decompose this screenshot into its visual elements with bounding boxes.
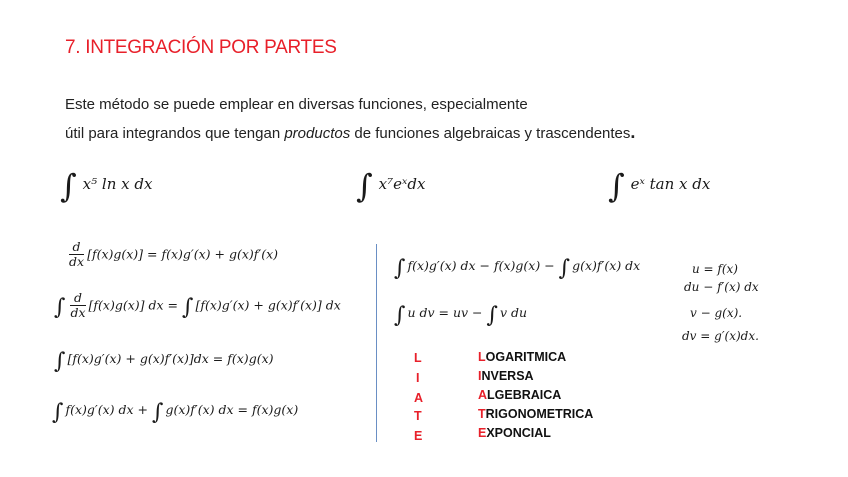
example-integral-3 <box>608 167 711 205</box>
derivation-eq-4-a: f(x)g′(x) dx + <box>65 402 149 417</box>
frac-denominator: dx <box>69 254 85 270</box>
intro-line-2 <box>65 122 635 143</box>
liate-letter-i: I <box>416 371 420 385</box>
example-integrand-2: x⁷eˣdx <box>378 175 426 193</box>
result-eq-1-a: f(x)g′(x) dx − f(x)g(x) − <box>407 258 555 273</box>
derivation-eq-2-mid: [f(x)g(x)] dx = <box>88 297 178 313</box>
derivation-eq-2 <box>54 291 341 321</box>
liate-word-rest: LGEBRAICA <box>487 388 562 402</box>
integral-sign: ∫ <box>152 400 164 425</box>
result-eq-2 <box>394 305 527 327</box>
substitution-v: v − g(x). <box>690 306 743 320</box>
liate-word-trigonometrica <box>478 407 593 421</box>
substitution-u: u = f(x) <box>692 262 738 276</box>
liate-word-initial: E <box>478 426 487 440</box>
liate-word-logaritmica <box>478 350 566 364</box>
intro-line-1: Este método se puede emplear en diversas funciones, especialmente <box>65 96 528 113</box>
integral-sign: ∫ <box>181 295 194 321</box>
result-eq-2-a: u dv = uv − <box>407 305 483 320</box>
derivation-eq-3-body: [f(x)g′(x) + g(x)f′(x)]dx = f(x)g(x) <box>67 351 274 366</box>
intro-line-2-pre: útil para integrandos que tengan <box>65 125 285 142</box>
integral-sign: ∫ <box>54 349 66 374</box>
liate-word-inversa <box>478 369 534 383</box>
example-integral-2 <box>356 167 426 205</box>
intro-period: . <box>630 122 636 142</box>
integral-sign: ∫ <box>54 295 66 321</box>
liate-word-rest: XPONCIAL <box>486 426 551 440</box>
example-integrand-1: x⁵ ln x dx <box>82 175 153 193</box>
result-eq-1-b: g(x)f′(x) dx <box>572 258 641 273</box>
derivative-fraction <box>69 240 84 270</box>
liate-letter-t: T <box>414 409 422 423</box>
frac-denominator: dx <box>70 305 86 321</box>
liate-word-initial: I <box>478 369 482 383</box>
integral-sign: ∫ <box>394 303 406 328</box>
liate-letter-e: E <box>414 429 423 443</box>
integral-sign: ∫ <box>356 167 373 205</box>
substitution-dv: dv = g′(x)dx. <box>682 329 759 343</box>
integral-sign: ∫ <box>394 256 406 281</box>
liate-word-rest: NVERSA <box>481 369 534 383</box>
derivation-eq-1 <box>66 240 278 270</box>
derivation-eq-2-rhs: [f(x)g′(x) + g(x)f′(x)] dx <box>195 297 341 313</box>
liate-word-initial: L <box>478 350 486 364</box>
derivative-fraction <box>70 291 85 321</box>
derivation-eq-3 <box>54 351 274 373</box>
example-integral-1 <box>60 167 153 205</box>
integral-sign: ∫ <box>558 256 571 281</box>
derivation-eq-1-rhs: [f(x)g(x)] = f(x)g′(x) + g(x)f′(x) <box>87 246 279 262</box>
column-divider <box>376 244 377 442</box>
integral-sign: ∫ <box>52 400 64 425</box>
liate-word-rest: RIGONOMETRICA <box>485 407 594 421</box>
integral-sign: ∫ <box>608 167 625 205</box>
liate-word-rest: OGARITMICA <box>485 350 567 364</box>
liate-word-initial: A <box>478 388 488 402</box>
integral-sign: ∫ <box>60 167 77 205</box>
liate-letter-l: L <box>414 351 422 365</box>
integral-sign: ∫ <box>486 303 498 328</box>
liate-word-algebraica <box>478 388 561 402</box>
derivation-eq-4 <box>52 402 298 424</box>
substitution-du: du − f′(x) dx <box>684 280 759 294</box>
liate-word-exponcial <box>478 426 551 440</box>
result-eq-1 <box>394 258 640 280</box>
derivation-eq-4-b: g(x)f′(x) dx = f(x)g(x) <box>165 402 299 417</box>
liate-letter-a: A <box>414 391 424 405</box>
example-integrand-3: eˣ tan x dx <box>630 175 711 193</box>
frac-numerator: d <box>69 240 84 255</box>
frac-numerator: d <box>70 291 85 306</box>
intro-emphasis: productos <box>284 125 351 142</box>
page-title: 7. INTEGRACIÓN POR PARTES <box>65 37 337 58</box>
liate-word-initial: T <box>478 407 486 421</box>
intro-line-2-post: de funciones algebraicas y trascendentes <box>350 125 631 142</box>
result-eq-2-b: v du <box>500 305 528 320</box>
